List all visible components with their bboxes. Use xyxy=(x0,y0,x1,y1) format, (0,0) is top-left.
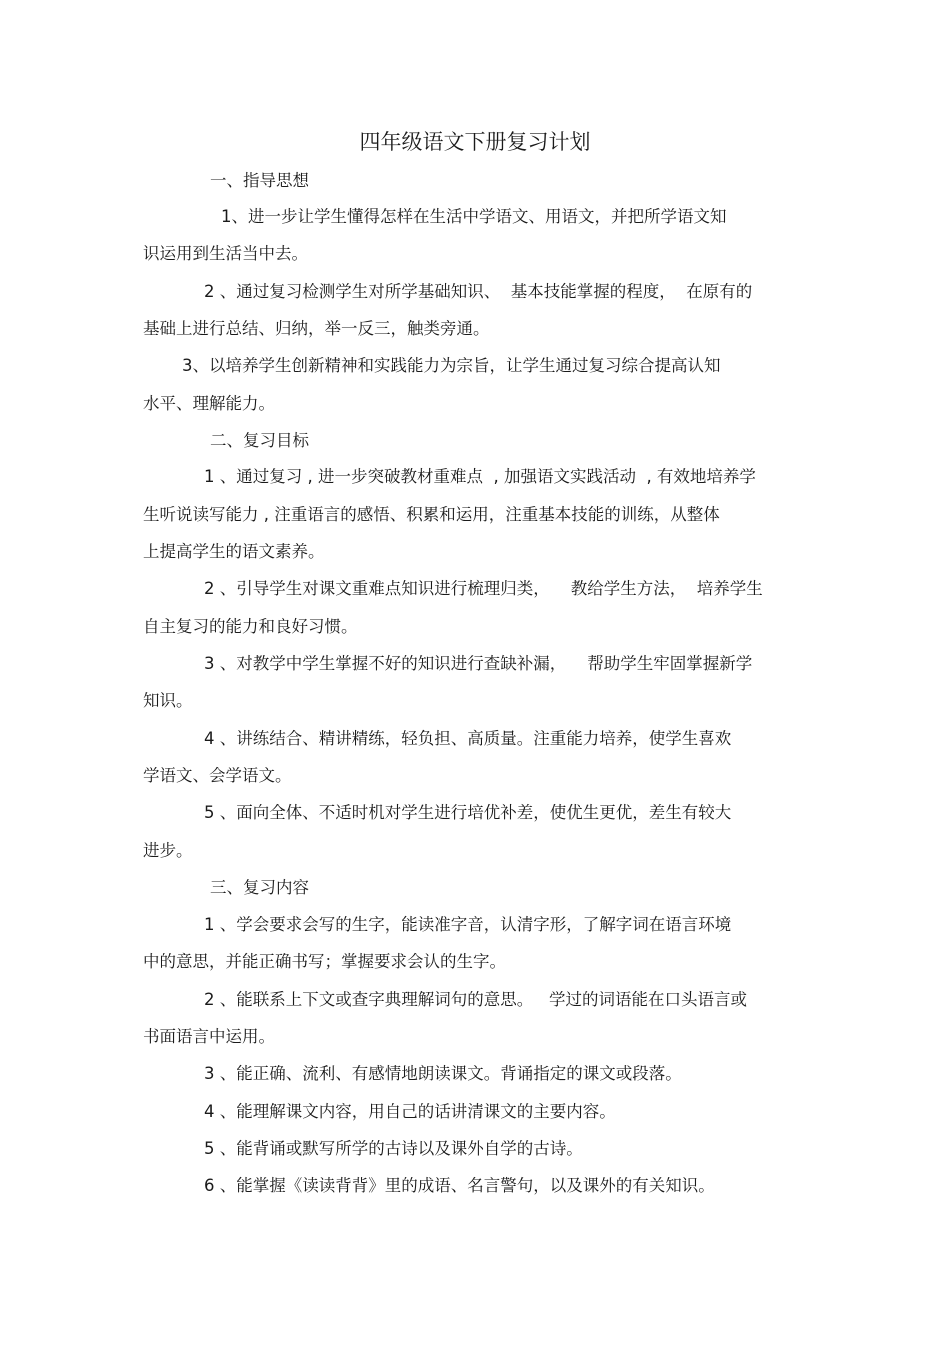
section1-heading: 一、指导思想 xyxy=(210,171,309,190)
s3-p2-line1: 2 、能联系上下文或查字典理解词句的意思。 学过的词语能在口头语言或 xyxy=(204,990,747,1009)
s3-p1-line1: 1 、学会要求会写的生字，能读准字音，认清字形，了解字词在语言环境 xyxy=(204,915,732,934)
s2-p1-line2: 生听说读写能力 , 注重语言的感悟、积累和运用，注重基本技能的训练，从整体 xyxy=(143,505,720,524)
s3-p5-line1: 5 、能背诵或默写所学的古诗以及课外自学的古诗。 xyxy=(204,1139,583,1158)
s2-p5-line2: 进步。 xyxy=(143,841,193,860)
section2-heading: 二、复习目标 xyxy=(210,431,309,450)
s2-p5-line1: 5 、面向全体、不适时机对学生进行培优补差，使优生更优，差生有较大 xyxy=(204,803,732,822)
s1-p1-line1: 1、进一步让学生懂得怎样在生活中学语文、用语文，并把所学语文知 xyxy=(221,207,727,226)
s1-p3-line2: 水平、理解能力。 xyxy=(143,394,275,413)
document-title: 四年级语文下册复习计划 xyxy=(359,130,591,154)
s1-p2-line2: 基础上进行总结、归纳，举一反三，触类旁通。 xyxy=(143,319,490,338)
s3-p1-line2: 中的意思，并能正确书写；掌握要求会认的生字。 xyxy=(143,952,506,971)
s2-p2-line2: 自主复习的能力和良好习惯。 xyxy=(143,617,358,636)
s1-p3-line1: 3、以培养学生创新精神和实践能力为宗旨，让学生通过复习综合提高认知 xyxy=(182,356,721,375)
s2-p1-line1: 1 、通过复习 , 进一步突破教材重难点 , 加强语文实践活动 , 有效地培养学 xyxy=(204,467,756,486)
section3-heading: 三、复习内容 xyxy=(210,878,309,897)
s2-p4-line1: 4 、讲练结合、精讲精练，轻负担、高质量。注重能力培养，使学生喜欢 xyxy=(204,729,732,748)
s3-p4-line1: 4 、能理解课文内容，用自己的话讲清课文的主要内容。 xyxy=(204,1102,616,1121)
s2-p3-line2: 知识。 xyxy=(143,691,193,710)
s2-p3-line1: 3 、对教学中学生掌握不好的知识进行查缺补漏， 帮助学生牢固掌握新学 xyxy=(204,654,753,673)
s3-p2-line2: 书面语言中运用。 xyxy=(143,1027,275,1046)
s2-p1-line3: 上提高学生的语文素养。 xyxy=(143,542,325,561)
s3-p6-line1: 6 、能掌握《读读背背》里的成语、名言警句，以及课外的有关知识。 xyxy=(204,1176,715,1195)
s2-p2-line1: 2 、引导学生对课文重难点知识进行梳理归类， 教给学生方法， 培养学生 xyxy=(204,579,763,598)
s2-p4-line2: 学语文、会学语文。 xyxy=(143,766,292,785)
s1-p1-line2: 识运用到生活当中去。 xyxy=(143,244,308,263)
s3-p3-line1: 3 、能正确、流利、有感情地朗读课文。背诵指定的课文或段落。 xyxy=(204,1064,682,1083)
s1-p2-line1: 2 、通过复习检测学生对所学基础知识、 基本技能掌握的程度， 在原有的 xyxy=(204,282,753,301)
